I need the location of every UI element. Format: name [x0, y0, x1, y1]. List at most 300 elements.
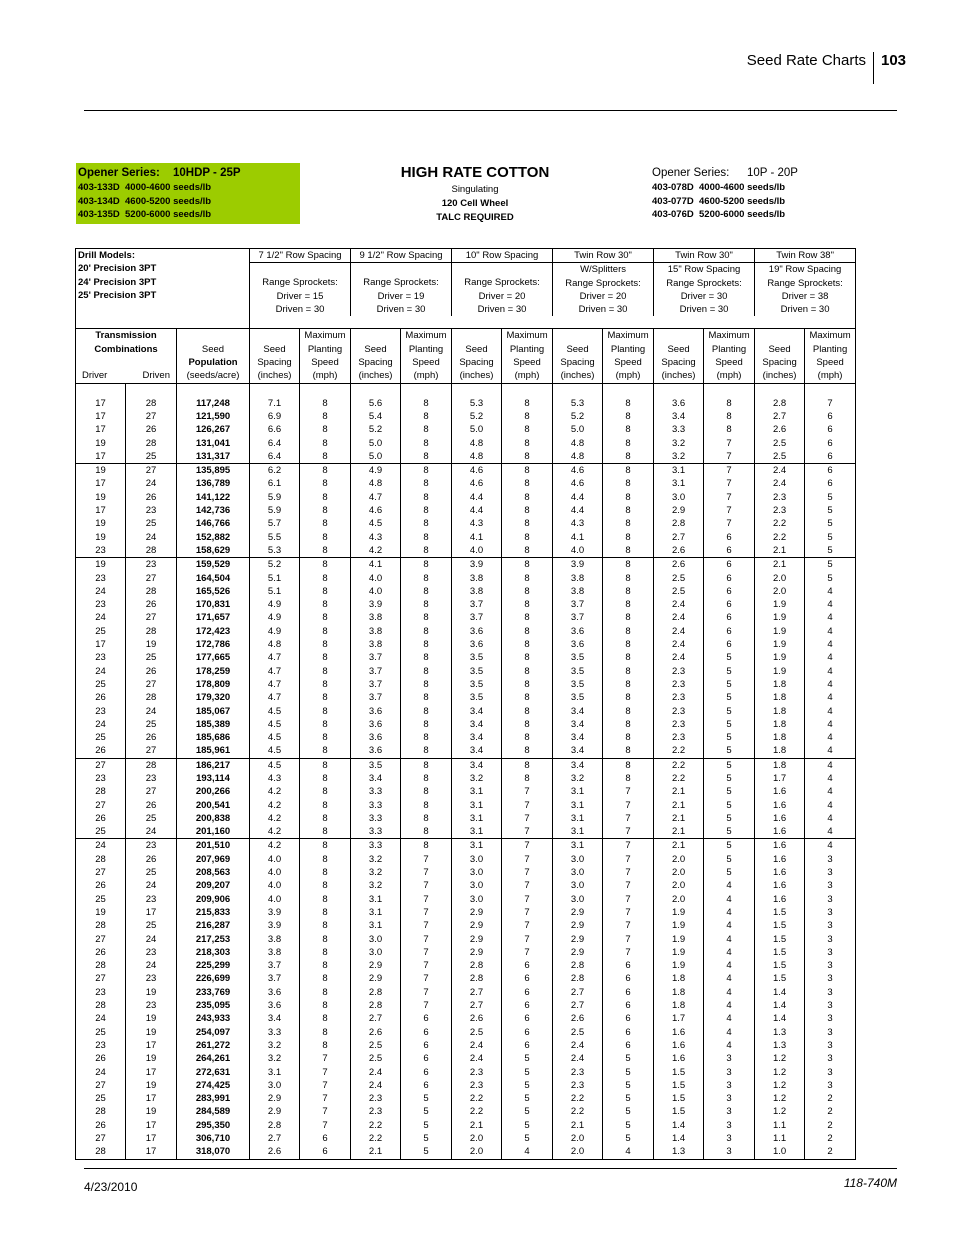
spacing-cell: 5.4 [351, 410, 401, 423]
driver-cell: 26 [76, 1119, 126, 1132]
population-cell: 117,248 [177, 397, 250, 410]
spacing-cell: 3.4 [452, 718, 502, 731]
spacing-cell: 4.6 [351, 504, 401, 517]
speed-cell: 8 [603, 705, 654, 718]
speed-cell: 7 [704, 450, 755, 464]
speed-cell: 8 [401, 410, 452, 423]
opener-right-label: Opener Series: [652, 167, 730, 179]
speed-cell: 8 [502, 638, 553, 651]
table-row [76, 544, 856, 558]
spacing-cell: 4.5 [250, 744, 300, 758]
spacing-cell: 2.5 [452, 1026, 502, 1039]
table-row [76, 504, 856, 517]
driver-cell: 24 [76, 1066, 126, 1079]
speed-cell: 6 [603, 999, 654, 1012]
spacing-cell: 2.1 [452, 1119, 502, 1132]
spacing-cell: 1.2 [755, 1105, 805, 1118]
speed-cell: 8 [300, 558, 351, 572]
spacing-cell: 3.8 [351, 638, 401, 651]
table-row [76, 799, 856, 812]
spacing-cell: 3.0 [452, 879, 502, 892]
spacing-cell: 1.8 [755, 731, 805, 744]
speed-cell: 8 [300, 678, 351, 691]
speed-cell: 6 [704, 544, 755, 558]
spacing-cell: 3.8 [250, 933, 300, 946]
speed-col-header: Maximum Planting Speed (mph) [401, 329, 452, 383]
driven-cell: 19 [126, 1026, 177, 1039]
population-cell: 179,320 [177, 691, 250, 704]
driven-cell: 28 [126, 437, 177, 450]
speed-cell: 8 [502, 772, 553, 785]
spacing-cell: 2.1 [654, 839, 704, 853]
table-row [76, 531, 856, 544]
spacing-cell: 2.1 [654, 785, 704, 798]
spacing-cell: 4.9 [250, 598, 300, 611]
speed-cell: 8 [401, 758, 452, 772]
table-row [76, 1105, 856, 1118]
table-row [76, 1079, 856, 1092]
speed-cell: 4 [805, 744, 856, 758]
speed-cell: 8 [401, 799, 452, 812]
spacing-cell: 3.4 [452, 744, 502, 758]
spacing-cell: 5.3 [553, 397, 603, 410]
population-cell: 193,114 [177, 772, 250, 785]
speed-cell: 7 [300, 1079, 351, 1092]
speed-cell: 7 [603, 839, 654, 853]
spacing-cell: 2.8 [452, 959, 502, 972]
spacing-cell: 4.0 [351, 585, 401, 598]
speed-cell: 7 [300, 1052, 351, 1065]
speed-cell: 8 [704, 397, 755, 410]
driven-cell: 17 [126, 906, 177, 919]
speed-cell: 7 [401, 866, 452, 879]
spacing-cell: 1.5 [654, 1066, 704, 1079]
speed-cell: 4 [704, 1012, 755, 1025]
spacing-cell: 3.6 [452, 638, 502, 651]
speed-cell: 8 [603, 585, 654, 598]
spacing-cell: 3.9 [553, 558, 603, 572]
speed-cell: 8 [603, 544, 654, 558]
spacing-cell: 2.1 [654, 812, 704, 825]
speed-cell: 6 [704, 638, 755, 651]
table-row [76, 1066, 856, 1079]
speed-cell: 4 [704, 879, 755, 892]
spacing-cell: 3.7 [553, 611, 603, 624]
opener-left-value: 10HDP - 25P [173, 167, 241, 179]
spacing-cell: 4.7 [351, 491, 401, 504]
speed-cell: 3 [805, 933, 856, 946]
spacing-cell: 3.3 [351, 812, 401, 825]
driver-cell: 24 [76, 611, 126, 624]
speed-cell: 8 [603, 611, 654, 624]
speed-cell: 6 [704, 572, 755, 585]
speed-cell: 6 [401, 1079, 452, 1092]
spacing-cell: 2.9 [351, 972, 401, 985]
speed-cell: 7 [704, 464, 755, 478]
speed-cell: 8 [502, 691, 553, 704]
speed-cell: 8 [502, 437, 553, 450]
column-headers [76, 329, 856, 383]
speed-cell: 8 [401, 531, 452, 544]
spacing-cell: 3.6 [553, 625, 603, 638]
speed-cell: 8 [502, 464, 553, 478]
table-row [76, 933, 856, 946]
driver-cell: 27 [76, 1132, 126, 1145]
speed-cell: 5 [805, 558, 856, 572]
table-row [76, 437, 856, 450]
spacing-cell: 3.8 [351, 611, 401, 624]
spacing-cell: 2.3 [755, 504, 805, 517]
spacing-cell: 3.7 [553, 598, 603, 611]
spacing-cell: 5.3 [250, 544, 300, 558]
driver-cell: 19 [76, 437, 126, 450]
spacing-cell: 1.6 [755, 853, 805, 866]
table-row [76, 946, 856, 959]
spacing-cell: 2.7 [553, 999, 603, 1012]
spacing-cell: 2.3 [654, 731, 704, 744]
speed-cell: 4 [805, 638, 856, 651]
spacing-cell: 1.9 [755, 665, 805, 678]
population-cell: 177,665 [177, 651, 250, 664]
spacing-cell: 5.3 [452, 397, 502, 410]
speed-cell: 4 [704, 893, 755, 906]
speed-cell: 3 [805, 972, 856, 985]
speed-cell: 4 [805, 812, 856, 825]
opener-left-label: Opener Series: [78, 167, 160, 179]
spacing-cell: 2.6 [452, 1012, 502, 1025]
speed-cell: 6 [704, 598, 755, 611]
speed-cell: 6 [502, 972, 553, 985]
spacing-cell: 6.6 [250, 423, 300, 436]
speed-cell: 8 [300, 825, 351, 839]
spacing-cell: 2.5 [755, 437, 805, 450]
spacing-cell: 3.5 [452, 678, 502, 691]
speed-cell: 7 [401, 853, 452, 866]
spacing-cell: 2.7 [755, 410, 805, 423]
population-cell: 165,526 [177, 585, 250, 598]
driver-cell: 24 [76, 839, 126, 853]
driver-cell: 19 [76, 464, 126, 478]
speed-cell: 8 [300, 705, 351, 718]
spacing-cell: 4.8 [351, 477, 401, 490]
speed-cell: 5 [805, 491, 856, 504]
spacing-cell: 4.9 [351, 464, 401, 478]
spacing-cell: 3.1 [452, 825, 502, 839]
speed-cell: 3 [704, 1079, 755, 1092]
spacing-cell: 4.5 [250, 731, 300, 744]
spacing-cell: 3.1 [553, 812, 603, 825]
driver-cell: 25 [76, 625, 126, 638]
speed-cell: 4 [704, 986, 755, 999]
driver-cell: 28 [76, 785, 126, 798]
spacing-cell: 4.7 [250, 678, 300, 691]
spacing-cell: 1.0 [755, 1145, 805, 1159]
spacing-cell: 2.7 [351, 1012, 401, 1025]
speed-cell: 8 [603, 464, 654, 478]
speed-cell: 8 [401, 638, 452, 651]
spacing-cell: 3.2 [351, 853, 401, 866]
speed-cell: 8 [300, 517, 351, 530]
table-row [76, 986, 856, 999]
speed-cell: 8 [401, 423, 452, 436]
speed-cell: 5 [603, 1079, 654, 1092]
speed-cell: 4 [805, 758, 856, 772]
speed-cell: 7 [704, 437, 755, 450]
speed-cell: 8 [300, 437, 351, 450]
spacing-cell: 2.4 [654, 598, 704, 611]
speed-cell: 8 [502, 744, 553, 758]
speed-cell: 8 [300, 1026, 351, 1039]
spacing-header: 10" Row Spacing Range Sprockets: Driver = 20 Driven = 30 [452, 249, 553, 317]
speed-cell: 7 [300, 1105, 351, 1118]
spacing-cell: 1.2 [755, 1092, 805, 1105]
spacing-cell: 4.1 [351, 558, 401, 572]
speed-cell: 4 [704, 1026, 755, 1039]
population-cell: 186,217 [177, 758, 250, 772]
spacing-cell: 3.0 [654, 491, 704, 504]
driven-cell: 19 [126, 1052, 177, 1065]
speed-cell: 8 [300, 812, 351, 825]
table-row [76, 718, 856, 731]
driver-cell: 23 [76, 598, 126, 611]
spacing-cell: 1.6 [755, 879, 805, 892]
speed-cell: 4 [704, 919, 755, 932]
spacing-cell: 3.2 [351, 866, 401, 879]
spacing-cell: 1.3 [755, 1039, 805, 1052]
speed-cell: 6 [401, 1026, 452, 1039]
driver-cell: 24 [76, 718, 126, 731]
spacing-cell: 2.8 [654, 517, 704, 530]
speed-cell: 7 [603, 812, 654, 825]
speed-cell: 6 [805, 464, 856, 478]
table-row [76, 812, 856, 825]
speed-cell: 8 [502, 450, 553, 464]
speed-cell: 3 [805, 946, 856, 959]
speed-cell: 8 [603, 665, 654, 678]
spacing-cell: 4.5 [351, 517, 401, 530]
speed-cell: 5 [704, 839, 755, 853]
speed-col-header: Maximum Planting Speed (mph) [300, 329, 351, 383]
table-row [76, 1092, 856, 1105]
driver-cell: 28 [76, 1105, 126, 1118]
table-row [76, 572, 856, 585]
driven-cell: 24 [126, 959, 177, 972]
speed-cell: 8 [401, 558, 452, 572]
speed-cell: 8 [300, 785, 351, 798]
speed-cell: 6 [502, 959, 553, 972]
spacing-cell: 4.6 [553, 464, 603, 478]
speed-cell: 4 [704, 999, 755, 1012]
population-cell: 264,261 [177, 1052, 250, 1065]
opener-right-range: 5200-6000 seeds/lb [699, 209, 786, 220]
speed-cell: 7 [401, 906, 452, 919]
spacing-cell: 2.2 [452, 1092, 502, 1105]
table-row [76, 853, 856, 866]
speed-cell: 8 [401, 491, 452, 504]
driven-cell: 26 [126, 799, 177, 812]
speed-cell: 6 [704, 531, 755, 544]
speed-cell: 3 [805, 986, 856, 999]
driven-cell: 24 [126, 477, 177, 490]
speed-cell: 8 [502, 477, 553, 490]
driver-cell: 17 [76, 423, 126, 436]
spacing-cell: 2.2 [553, 1092, 603, 1105]
speed-cell: 3 [805, 1079, 856, 1092]
spacing-cell: 3.0 [553, 866, 603, 879]
table-row [76, 1119, 856, 1132]
driver-cell: 17 [76, 410, 126, 423]
spacing-cell: 3.8 [452, 572, 502, 585]
spacing-cell: 3.1 [452, 839, 502, 853]
speed-cell: 7 [704, 477, 755, 490]
speed-cell: 7 [502, 853, 553, 866]
speed-cell: 4 [704, 972, 755, 985]
driven-cell: 25 [126, 866, 177, 879]
speed-cell: 5 [502, 1132, 553, 1145]
spacing-cell: 4.8 [452, 437, 502, 450]
speed-cell: 3 [805, 1066, 856, 1079]
speed-cell: 8 [603, 572, 654, 585]
spacing-cell: 3.4 [553, 731, 603, 744]
speed-cell: 4 [805, 678, 856, 691]
driver-cell: 28 [76, 1145, 126, 1159]
spacing-cell: 3.2 [553, 772, 603, 785]
speed-cell: 8 [300, 999, 351, 1012]
spacing-cell: 3.2 [250, 1039, 300, 1052]
speed-cell: 7 [502, 933, 553, 946]
driven-cell: 24 [126, 879, 177, 892]
spacing-cell: 1.6 [755, 799, 805, 812]
speed-cell: 8 [401, 397, 452, 410]
spacing-cell: 2.2 [654, 772, 704, 785]
driven-cell: 17 [126, 1092, 177, 1105]
speed-cell: 8 [401, 544, 452, 558]
seed-rate-table [75, 248, 856, 1160]
driven-cell: 23 [126, 946, 177, 959]
driver-cell: 26 [76, 1052, 126, 1065]
speed-col-header: Maximum Planting Speed (mph) [805, 329, 856, 383]
population-cell: 172,423 [177, 625, 250, 638]
speed-cell: 8 [300, 410, 351, 423]
spacing-cell: 1.6 [755, 893, 805, 906]
driven-cell: 28 [126, 544, 177, 558]
speed-cell: 8 [300, 423, 351, 436]
population-cell: 207,969 [177, 853, 250, 866]
driven-cell: 19 [126, 1079, 177, 1092]
spacing-cell: 3.3 [351, 799, 401, 812]
spacing-cell: 3.6 [250, 999, 300, 1012]
population-cell: 171,657 [177, 611, 250, 624]
driven-cell: 23 [126, 999, 177, 1012]
spacing-cell: 2.7 [553, 986, 603, 999]
spacing-cell: 5.2 [452, 410, 502, 423]
spacing-cell: 1.9 [755, 651, 805, 664]
spacing-col-header: Seed Spacing (inches) [553, 329, 603, 383]
chart-subtitle-1: Singulating [451, 184, 499, 195]
driven-cell: 27 [126, 744, 177, 758]
speed-cell: 8 [603, 625, 654, 638]
speed-cell: 8 [502, 651, 553, 664]
spacing-cell: 4.3 [553, 517, 603, 530]
footer-date: 4/23/2010 [84, 1180, 138, 1194]
spacing-cell: 2.8 [755, 397, 805, 410]
speed-cell: 4 [502, 1145, 553, 1159]
spacing-cell: 2.7 [250, 1132, 300, 1145]
speed-cell: 8 [300, 477, 351, 490]
chart-title: HIGH RATE COTTON [400, 164, 550, 181]
spacing-cell: 1.1 [755, 1132, 805, 1145]
speed-cell: 4 [704, 906, 755, 919]
speed-cell: 8 [300, 879, 351, 892]
speed-cell: 8 [300, 893, 351, 906]
population-cell: 146,766 [177, 517, 250, 530]
speed-cell: 4 [805, 705, 856, 718]
population-cell: 136,789 [177, 477, 250, 490]
spacing-cell: 2.9 [553, 906, 603, 919]
population-cell: 254,097 [177, 1026, 250, 1039]
speed-cell: 5 [704, 866, 755, 879]
population-cell: 200,266 [177, 785, 250, 798]
table-row [76, 972, 856, 985]
spacing-cell: 3.0 [452, 853, 502, 866]
spacing-cell: 3.9 [250, 906, 300, 919]
speed-cell: 5 [704, 758, 755, 772]
spacing-cell: 2.2 [452, 1105, 502, 1118]
population-cell: 185,067 [177, 705, 250, 718]
spacing-cell: 4.7 [250, 665, 300, 678]
spacing-cell: 4.6 [553, 477, 603, 490]
speed-cell: 5 [502, 1052, 553, 1065]
spacing-cell: 3.0 [553, 879, 603, 892]
population-cell: 209,906 [177, 893, 250, 906]
spacing-cell: 1.5 [755, 946, 805, 959]
speed-cell: 3 [704, 1145, 755, 1159]
speed-cell: 7 [300, 1066, 351, 1079]
spacing-cell: 3.2 [351, 879, 401, 892]
spacing-cell: 3.4 [654, 410, 704, 423]
speed-cell: 8 [401, 625, 452, 638]
spacing-cell: 4.1 [452, 531, 502, 544]
speed-cell: 4 [805, 718, 856, 731]
population-cell: 172,786 [177, 638, 250, 651]
table-row [76, 598, 856, 611]
drill-models-cell [76, 249, 250, 329]
driven-cell: 23 [126, 504, 177, 517]
speed-cell: 5 [704, 799, 755, 812]
opener-right-part: 403-077D [652, 195, 694, 207]
spacing-cell: 2.8 [452, 972, 502, 985]
driven-cell: 23 [126, 839, 177, 853]
speed-cell: 8 [603, 758, 654, 772]
drill-models-section [76, 249, 856, 329]
spacing-cell: 4.4 [553, 504, 603, 517]
driver-cell: 17 [76, 638, 126, 651]
driven-cell: 24 [126, 531, 177, 544]
speed-cell: 6 [502, 999, 553, 1012]
driver-cell: 27 [76, 933, 126, 946]
spacing-cell: 1.5 [654, 1105, 704, 1118]
spacing-cell: 5.0 [553, 423, 603, 436]
spacing-cell: 4.4 [452, 491, 502, 504]
spacing-cell: 2.1 [351, 1145, 401, 1159]
opener-right-part: 403-078D [652, 182, 694, 193]
driven-cell: 26 [126, 598, 177, 611]
speed-cell: 6 [300, 1145, 351, 1159]
spacing-cell: 3.7 [351, 691, 401, 704]
spacing-cell: 2.2 [351, 1132, 401, 1145]
speed-cell: 8 [300, 450, 351, 464]
speed-cell: 5 [704, 744, 755, 758]
